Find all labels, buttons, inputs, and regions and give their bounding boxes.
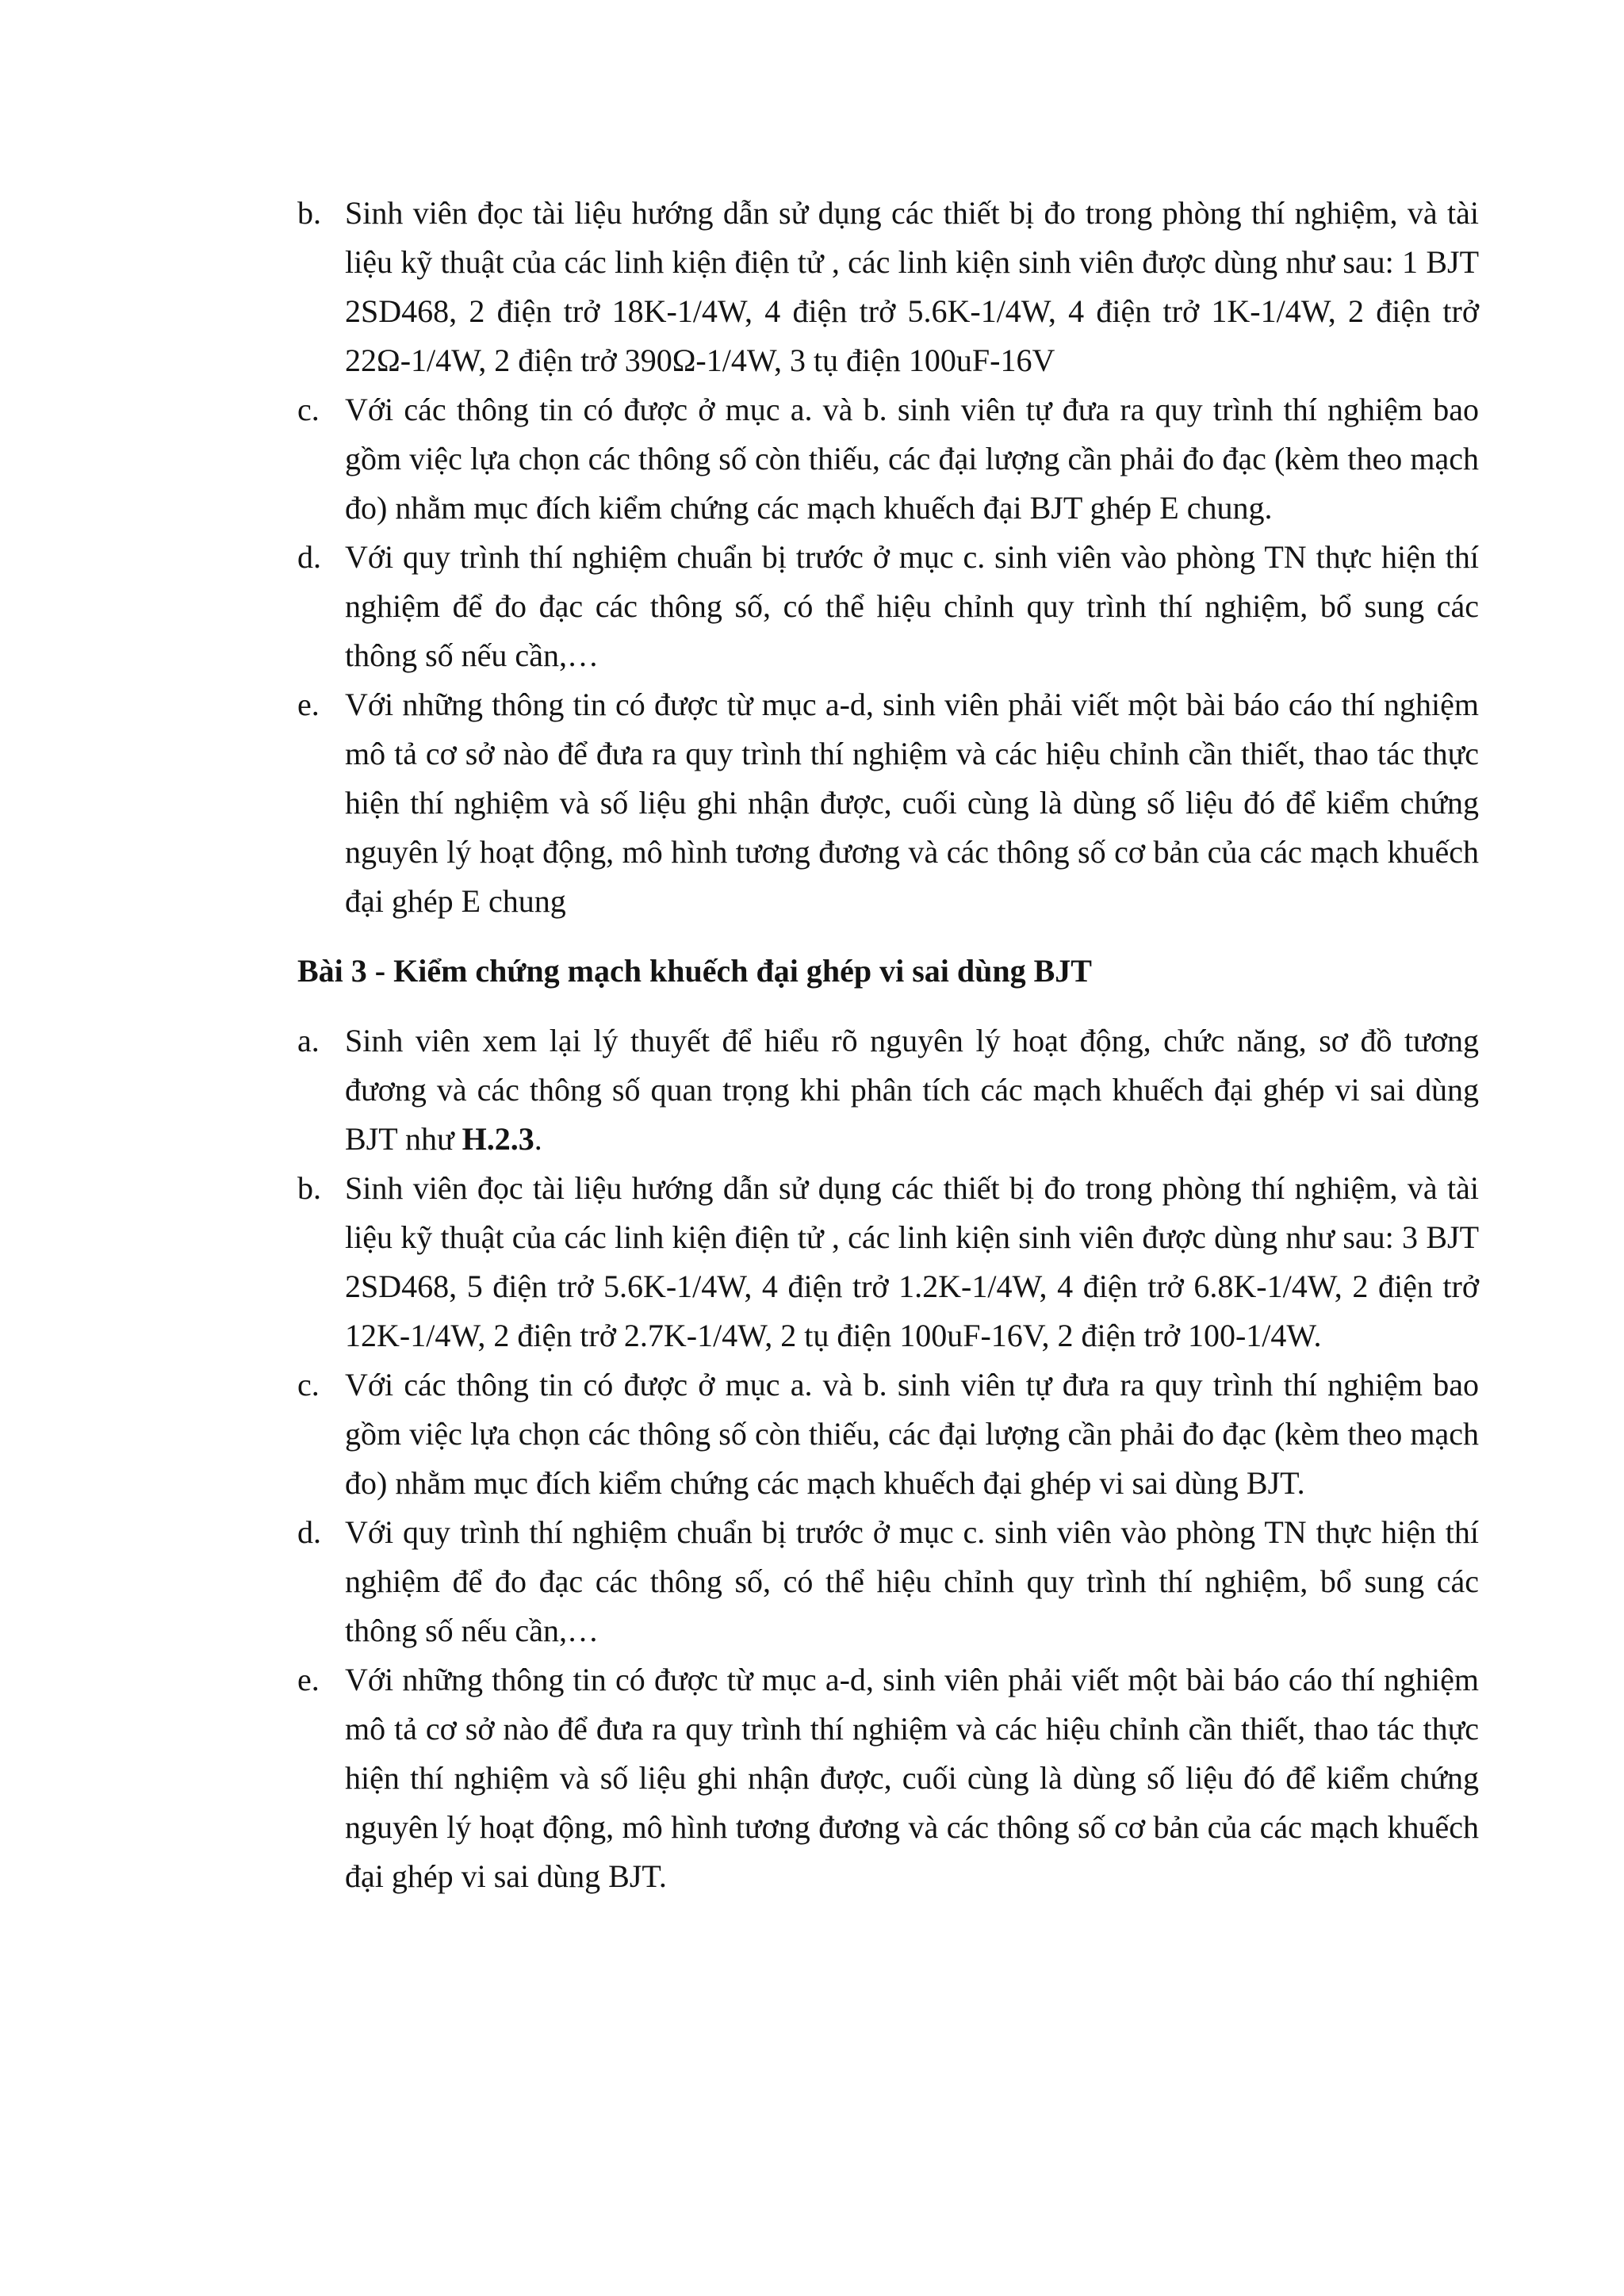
list-item xyxy=(297,385,1479,533)
figure-reference: H.2.3 xyxy=(462,1121,534,1157)
list-marker: d. xyxy=(297,539,321,575)
list-item-text-after: . xyxy=(534,1121,542,1157)
list-item-text: Với những thông tin có được từ mục a-d, sinh viên phải viết một bài báo cáo thí nghiệm mô tả cơ sở nào để đưa ra quy trình thí nghiệm và các hiệu chỉnh cần thiết, thao tác thực hiện thí nghiệm và số liệu ghi nhận được, cuối cùng là dùng số liệu đó để kiểm chứng nguyên lý hoạt động, mô hình tương đương và các thông số cơ bản của các mạch khuếch đại ghép E chung xyxy=(345,687,1479,919)
list-item xyxy=(297,1655,1479,1901)
list-item xyxy=(297,1016,1479,1164)
list-item xyxy=(297,1508,1479,1655)
list-item-text: Với những thông tin có được từ mục a-d, sinh viên phải viết một bài báo cáo thí nghiệm mô tả cơ sở nào để đưa ra quy trình thí nghiệm và các hiệu chỉnh cần thiết, thao tác thực hiện thí nghiệm và số liệu ghi nhận được, cuối cùng là dùng số liệu đó để kiểm chứng nguyên lý hoạt động, mô hình tương đương và các thông số cơ bản của các mạch khuếch đại ghép vi sai dùng BJT. xyxy=(345,1662,1479,1894)
document-content xyxy=(297,189,1479,1901)
list-item-text-before: Sinh viên xem lại lý thuyết để hiểu rõ nguyên lý hoạt động, chức năng, sơ đồ tương đương và các thông số quan trọng khi phân tích các mạch khuếch đại ghép vi sai dùng BJT như xyxy=(345,1023,1479,1157)
list-item-text: Với quy trình thí nghiệm chuẩn bị trước ở mục c. sinh viên vào phòng TN thực hiện thí nghiệm để đo đạc các thông số, có thể hiệu chỉnh quy trình thí nghiệm, bổ sung các thông số nếu cần,… xyxy=(345,1514,1479,1648)
list-item-text: Sinh viên đọc tài liệu hướng dẫn sử dụng các thiết bị đo trong phòng thí nghiệm, và tài liệu kỹ thuật của các linh kiện điện tử , các linh kiện sinh viên được dùng như sau: 3 BJT 2SD468, 5 điện trở 5.6K-1/4W, 4 điện trở 1.2K-1/4W, 4 điện trở 6.8K-1/4W, 2 điện trở 12K-1/4W, 2 điện trở 2.7K-1/4W, 2 tụ điện 100uF-16V, 2 điện trở 100-1/4W. xyxy=(345,1170,1479,1353)
list-item-text xyxy=(345,1023,1479,1157)
list-item xyxy=(297,1360,1479,1508)
list-item-text: Với các thông tin có được ở mục a. và b. sinh viên tự đưa ra quy trình thí nghiệm bao gồm việc lựa chọn các thông số còn thiếu, các đại lượng cần phải đo đạc (kèm theo mạch đo) nhằm mục đích kiểm chứng các mạch khuếch đại BJT ghép E chung. xyxy=(345,392,1479,526)
list-marker: d. xyxy=(297,1514,321,1550)
section-heading: Bài 3 - Kiểm chứng mạch khuếch đại ghép vi sai dùng BJT xyxy=(297,953,1092,989)
list-item xyxy=(297,680,1479,926)
list-marker: e. xyxy=(297,687,320,722)
list-item-text: Sinh viên đọc tài liệu hướng dẫn sử dụng các thiết bị đo trong phòng thí nghiệm, và tài liệu kỹ thuật của các linh kiện điện tử , các linh kiện sinh viên được dùng như sau: 1 BJT 2SD468, 2 điện trở 18K-1/4W, 4 điện trở 5.6K-1/4W, 4 điện trở 1K-1/4W, 2 điện trở 22Ω-1/4W, 2 điện trở 390Ω-1/4W, 3 tụ điện 100uF-16V xyxy=(345,195,1479,378)
list-marker: c. xyxy=(297,392,320,427)
list-item xyxy=(297,533,1479,680)
list-item-text: Với quy trình thí nghiệm chuẩn bị trước ở mục c. sinh viên vào phòng TN thực hiện thí nghiệm để đo đạc các thông số, có thể hiệu chỉnh quy trình thí nghiệm, bổ sung các thông số nếu cần,… xyxy=(345,539,1479,673)
list-item xyxy=(297,1164,1479,1360)
list-marker: b. xyxy=(297,195,321,231)
list-item xyxy=(297,189,1479,385)
section3-list xyxy=(297,1016,1479,1901)
list-marker: e. xyxy=(297,1662,320,1697)
list-marker: b. xyxy=(297,1170,321,1206)
list-item-text: Với các thông tin có được ở mục a. và b. sinh viên tự đưa ra quy trình thí nghiệm bao gồm việc lựa chọn các thông số còn thiếu, các đại lượng cần phải đo đạc (kèm theo mạch đo) nhằm mục đích kiểm chứng các mạch khuếch đại ghép vi sai dùng BJT. xyxy=(345,1367,1479,1501)
list-marker: a. xyxy=(297,1023,320,1058)
list-marker: c. xyxy=(297,1367,320,1402)
section2-list xyxy=(297,189,1479,926)
